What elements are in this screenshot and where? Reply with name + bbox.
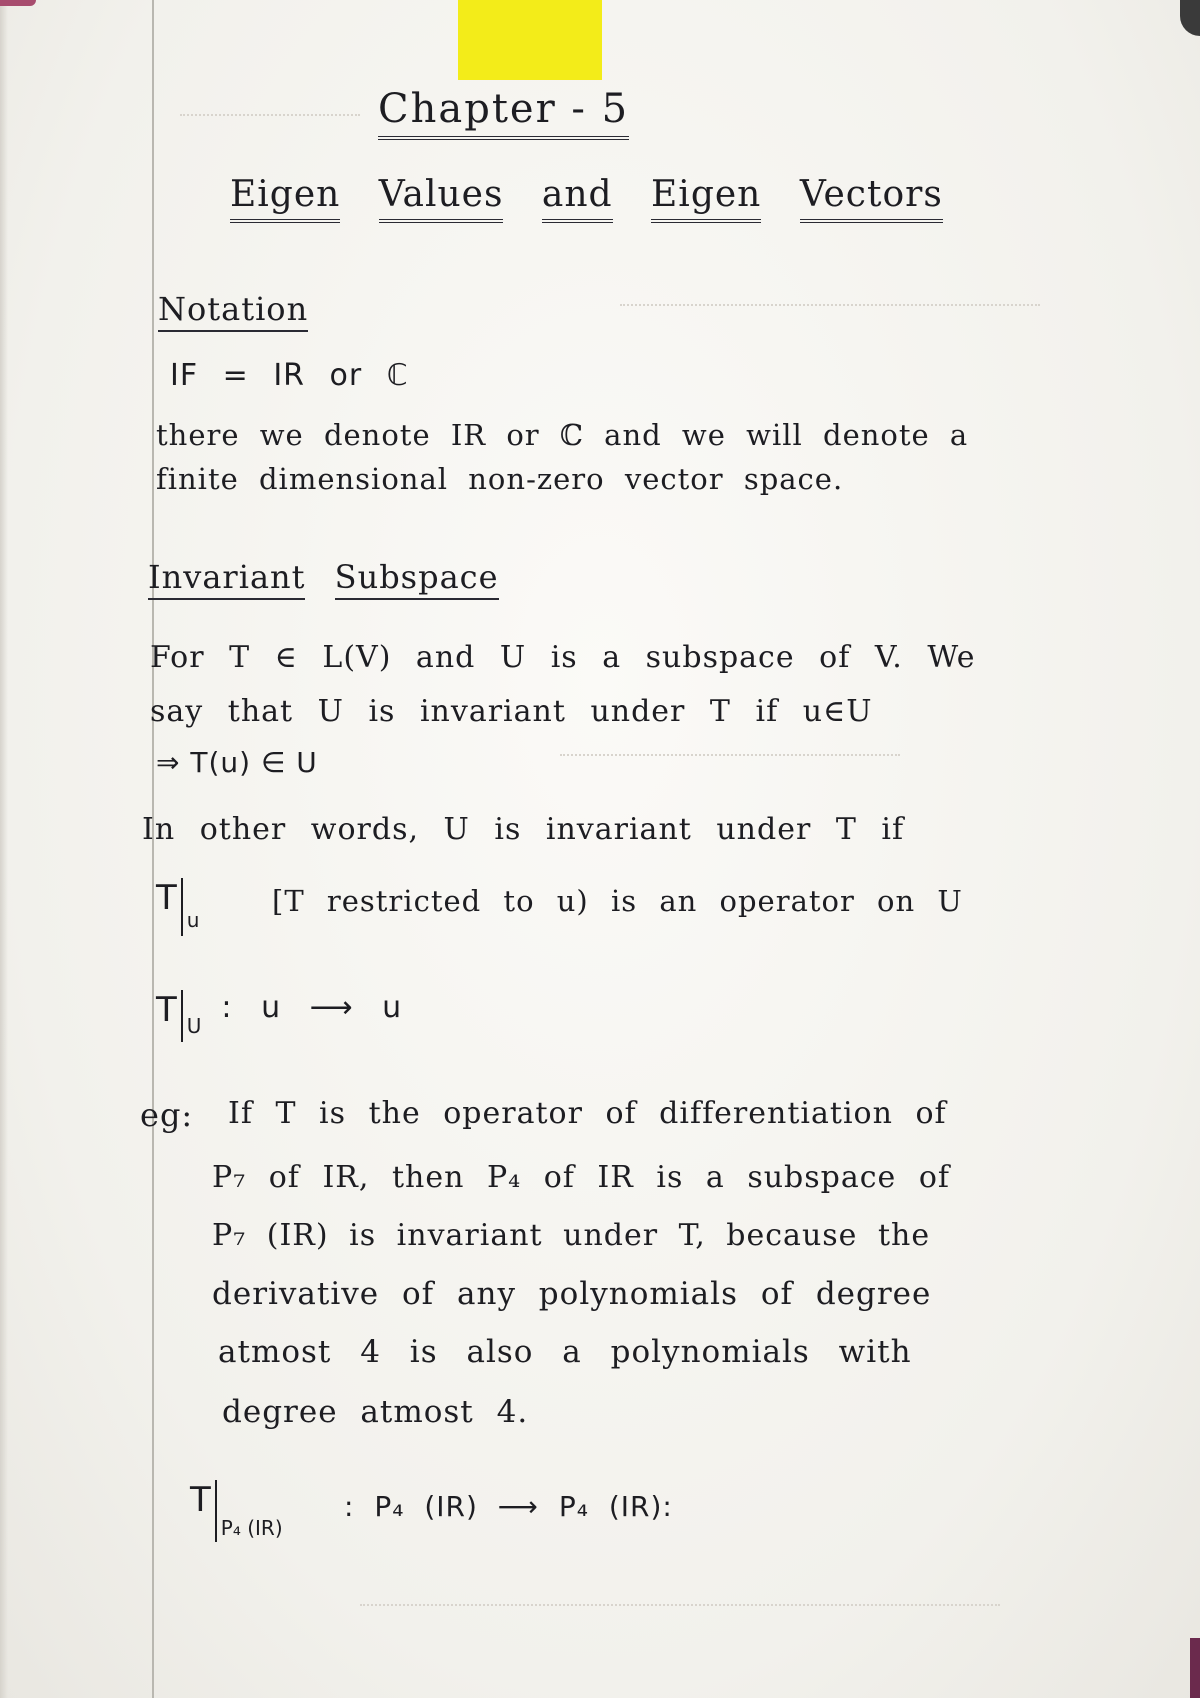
page-corner-shadow <box>1180 0 1200 36</box>
notation-line-1: there we denote IR or ℂ and we will denote a <box>156 418 969 452</box>
map-bar <box>181 990 202 1042</box>
margin-line <box>152 0 154 1698</box>
chapter-heading <box>378 86 629 132</box>
map-symbol: T <box>156 990 177 1030</box>
chapter-title <box>230 174 943 215</box>
restriction-symbol: T <box>156 878 177 918</box>
example-restriction-bar <box>215 1480 283 1542</box>
title-word: Eigen <box>230 174 340 223</box>
example-line-5: atmost 4 is also a polynomials with <box>218 1334 912 1370</box>
page-corner-mark-bottom <box>1190 1638 1200 1698</box>
restriction-map <box>156 990 401 1042</box>
example-line-2: P₇ of IR, then P₄ of IR is a subspace of <box>212 1160 950 1195</box>
restriction-subscript: u <box>186 908 200 932</box>
page-corner-mark <box>0 0 36 6</box>
notation-heading-text: Notation <box>158 290 308 332</box>
example-line-1: If T is the operator of differentiation of <box>228 1096 947 1131</box>
field-definition: IF = IR or ℂ <box>170 358 409 393</box>
other-words-line: In other words, U is invariant under T if <box>142 812 905 847</box>
map-subscript: U <box>186 1014 202 1038</box>
example-restriction <box>190 1480 283 1542</box>
bleed-through-mark <box>360 1590 1000 1606</box>
definition-line-1: For T ∈ L(V) and U is a subspace of V. We <box>150 640 976 675</box>
definition-line-2: say that U is invariant under T if u∈U <box>150 694 873 729</box>
bleed-through-mark <box>180 100 360 116</box>
invariant-heading-word: Invariant <box>148 558 305 600</box>
example-line-4: derivative of any polynomials of degree <box>212 1276 932 1312</box>
example-restriction-map: : P₄ (IR) ⟶ P₄ (IR): <box>344 1490 673 1523</box>
chapter-number: Chapter - 5 <box>378 86 629 140</box>
title-word: and <box>542 174 613 223</box>
title-word: Values <box>379 174 504 223</box>
title-word: Eigen <box>651 174 761 223</box>
definition-line-3: ⇒ T(u) ∈ U <box>156 746 318 779</box>
yellow-sticky-note <box>458 0 602 80</box>
title-word: Vectors <box>800 174 943 223</box>
example-line-3: P₇ (IR) is invariant under T, because the <box>212 1218 931 1253</box>
invariant-heading <box>148 558 499 596</box>
example-line-6: degree atmost 4. <box>222 1394 529 1430</box>
restriction-notation <box>156 878 199 936</box>
bleed-through-mark <box>560 740 900 756</box>
restriction-bar <box>181 878 200 936</box>
bleed-through-mark <box>620 290 1040 306</box>
notation-line-2: finite dimensional non-zero vector space. <box>156 462 844 496</box>
page-edge-shadow <box>0 0 8 1698</box>
map-text: : u ⟶ u <box>221 990 402 1025</box>
restriction-explanation: [T restricted to u) is an operator on U <box>272 884 963 918</box>
invariant-heading-word: Subspace <box>335 558 499 600</box>
example-restriction-symbol: T <box>190 1480 211 1520</box>
example-label: eg: <box>140 1096 194 1134</box>
example-restriction-subscript: P₄ (IR) <box>220 1516 283 1540</box>
notation-heading <box>158 290 308 328</box>
